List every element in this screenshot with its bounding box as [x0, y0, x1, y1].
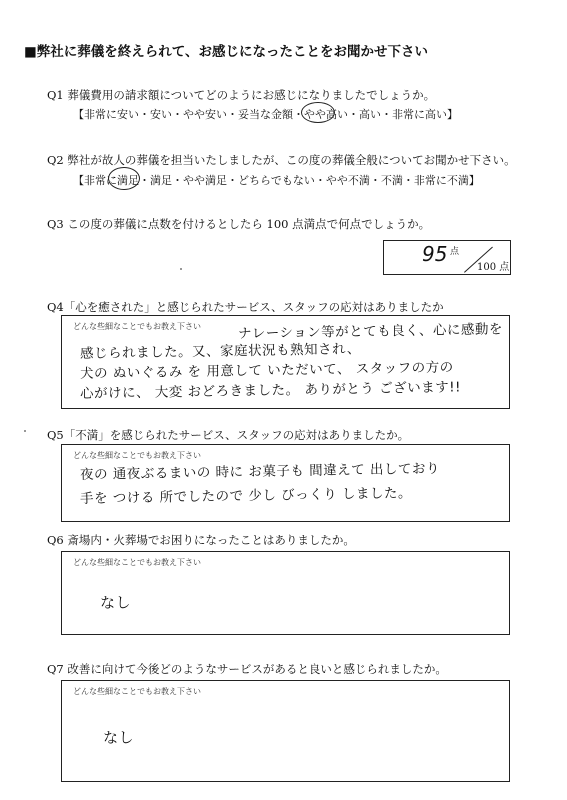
q2-question: Q2 弊社が故人の葬儀を担当いたしましたが、この度の葬儀全般についてお聞かせ下さい。: [47, 153, 516, 167]
score-total: 100 点: [477, 262, 510, 273]
q6-question: Q6 斎場内・火葬場でお困りになったことはありましたか。: [47, 533, 355, 547]
q7-answer: なし: [102, 728, 135, 747]
score-value: 95: [422, 242, 448, 266]
q6-answer: なし: [99, 593, 132, 612]
q3-question: Q3 この度の葬儀に点数を付けるとしたら 100 点満点で何点でしょうか。: [47, 217, 431, 231]
q5-answer-line-2: 手を つける 所でしたので 少し びっくり しました。: [79, 485, 413, 507]
q4-question: Q4「心を癒された」と感じられたサービス、スタッフの応対はありましたか: [47, 300, 444, 314]
q4-answer-line-2: 感じられました。又、家庭状況も熟知され、: [79, 341, 361, 362]
q5-hint: どんな些細なことでもお教え下さい: [73, 451, 201, 460]
q4-answer-line-1: ナレーション等がとても良く、心に感動を: [237, 321, 504, 342]
q1-selected-mark: [301, 102, 335, 123]
stray-dot-2: [24, 430, 26, 432]
survey-title: ■弊社に葬儀を終えられて、お感じになったことをお聞かせ下さい: [24, 44, 428, 60]
q1-options: 【非常に安い・安い・やや安い・妥当な金額・やや高い・高い・非常に高い】: [73, 108, 458, 121]
q4-answer-line-3: 犬の ぬいぐるみ を 用意して いただいて、 スタッフの方の: [79, 359, 454, 382]
q2-selected-mark: [108, 167, 140, 190]
q7-question: Q7 改善に向けて今後どのようなサービスがあると良いと感じられましたか。: [47, 662, 447, 676]
q4-answer-line-4: 心がけに、 大変 おどろきました。 ありがとう ございます!!: [79, 379, 462, 402]
q5-question: Q5「不満」を感じられたサービス、スタッフの応対はありましたか。: [47, 428, 410, 442]
q1-question: Q1 葬儀費用の請求額についてどのようにお感じになりましたでしょうか。: [47, 88, 436, 102]
q4-hint: どんな些細なことでもお教え下さい: [73, 322, 201, 331]
q6-hint: どんな些細なことでもお教え下さい: [73, 558, 201, 567]
score-unit: 点: [450, 247, 460, 257]
q5-answer-line-1: 夜の 通夜ぶるまいの 時に お菓子も 間違えて 出しており: [79, 460, 441, 483]
q2-options: 【非常に満足・満足・やや満足・どちらでもない・やや不満・不満・非常に不満】: [73, 174, 480, 187]
q7-hint: どんな些細なことでもお教え下さい: [73, 687, 201, 696]
stray-dot: [180, 268, 182, 270]
